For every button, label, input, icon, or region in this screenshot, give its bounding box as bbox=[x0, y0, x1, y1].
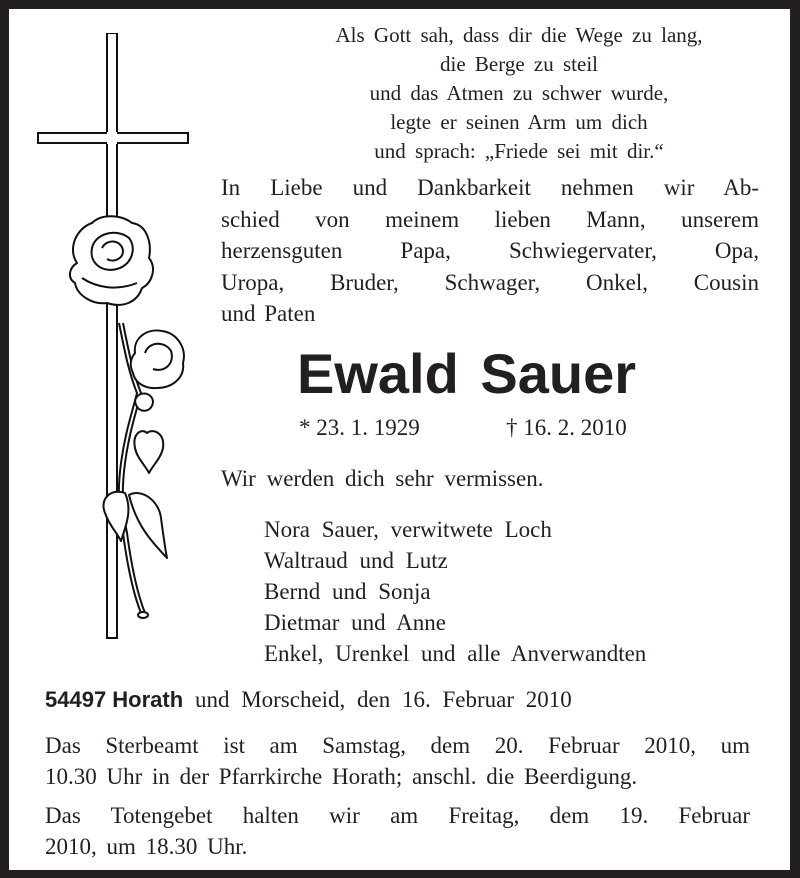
mourners-list bbox=[264, 514, 646, 669]
prayer-info bbox=[45, 800, 750, 862]
poem-line: Als Gott sah, dass dir die Wege zu lang, bbox=[335, 23, 703, 47]
obituary-notice bbox=[9, 9, 790, 870]
poem-line: die Berge zu steil bbox=[440, 52, 598, 76]
poem-line: legte er seinen Arm um dich bbox=[390, 110, 648, 134]
deceased-name: Ewald Sauer bbox=[297, 342, 637, 405]
place-name: 54497 Horath bbox=[45, 687, 184, 712]
closing-line: Wir werden dich sehr vermissen. bbox=[221, 466, 544, 491]
mourner-item: Enkel, Urenkel und alle Anverwandten bbox=[264, 641, 647, 666]
poem-line: und sprach: „Friede sei mit dir.“ bbox=[374, 139, 664, 163]
intro-line: und Paten bbox=[221, 301, 316, 326]
intro-line: herzensguten Papa, Schwiegervater, Opa, bbox=[221, 238, 759, 263]
funeral-mass-info bbox=[45, 730, 750, 792]
prayer-line: Das Totengebet halten wir am Freitag, dem 19. Februar bbox=[45, 803, 750, 828]
life-dates bbox=[299, 413, 627, 443]
mourner-item: Dietmar und Anne bbox=[264, 610, 446, 635]
intro-line: schied von meinem lieben Mann, unserem bbox=[221, 206, 759, 232]
place-date-rest: und Morscheid, den 16. Februar 2010 bbox=[183, 687, 572, 712]
birth-date: * 23. 1. 1929 bbox=[299, 415, 420, 440]
intro-line: Uropa, Bruder, Schwager, Onkel, Cousin bbox=[221, 269, 759, 295]
funeral-mass-line: 10.30 Uhr in der Pfarrkirche Horath; anschl. die Beerdigung. bbox=[45, 764, 638, 789]
poem bbox=[249, 21, 789, 166]
prayer-line: 2010, um 18.30 Uhr. bbox=[45, 834, 248, 859]
place-and-date bbox=[45, 685, 572, 715]
intro-text bbox=[221, 172, 759, 330]
death-date: † 16. 2. 2010 bbox=[506, 415, 627, 440]
poem-line: und das Atmen zu schwer wurde, bbox=[369, 81, 669, 105]
intro-line: In Liebe und Dankbarkeit nehmen wir Ab- bbox=[221, 175, 759, 200]
mourner-item: Bernd und Sonja bbox=[264, 579, 431, 604]
mourner-item: Waltraud und Lutz bbox=[264, 548, 448, 573]
mourner-item: Nora Sauer, verwitwete Loch bbox=[264, 517, 552, 542]
funeral-mass-line: Das Sterbeamt ist am Samstag, dem 20. Februar 2010, um bbox=[45, 733, 750, 758]
cross-with-roses-icon bbox=[37, 33, 197, 648]
